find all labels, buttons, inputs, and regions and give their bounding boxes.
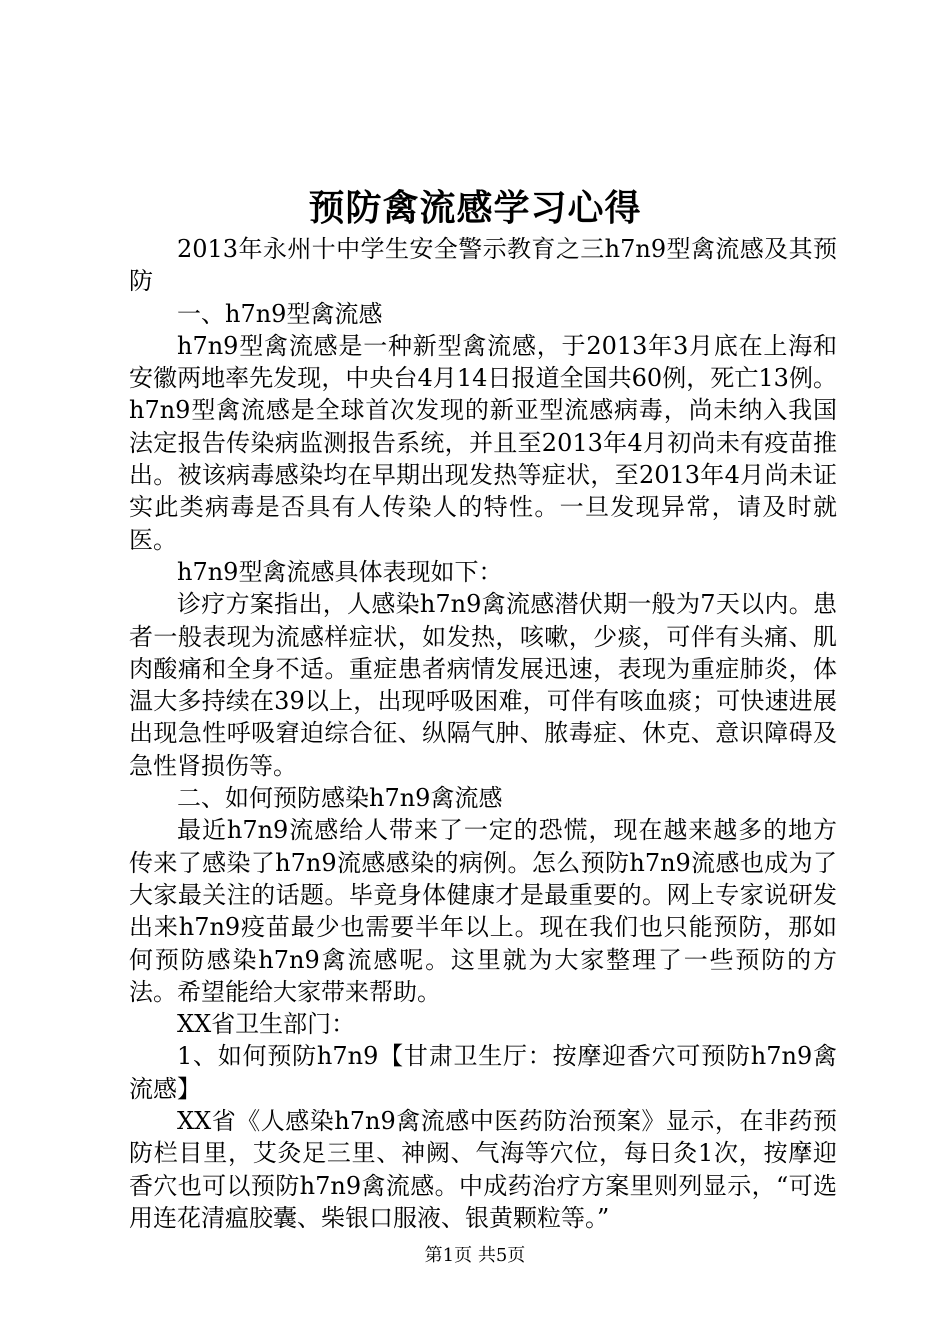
paragraph-tcm-plan: XX省《人感染h7n9禽流感中医药防治预案》显示，在非药预防栏目里，艾灸足三里、神阙、气海等穴位，每日灸1次，按摩迎香穴也可以预防h7n9禽流感。中成药治疗方案里则列显示，“可选用连花清瘟胶囊、柴银口服液、银黄颗粒等。” — [129, 1107, 837, 1232]
paragraph-prevention: 最近h7n9流感给人带来了一定的恐慌，现在越来越多的地方传来了感染了h7n9流感感染的病例。怎么预防h7n9流感也成为了大家最关注的话题。毕竟身体健康才是最重要的。网上专家说研发出来h7n9疫苗最少也需要半年以上。现在我们也只能预防，那如何预防感染h7n9禽流感呢。这里就为大家整理了一些预防的方法。希望能给大家带来帮助。 — [129, 816, 837, 1006]
paragraph-intro: 2013年永州十中学生安全警示教育之三h7n9型禽流感及其预防 — [129, 235, 837, 296]
paragraph-symptoms: 诊疗方案指出，人感染h7n9禽流感潜伏期一般为7天以内。患者一般表现为流感样症状，如发热，咳嗽，少痰，可伴有头痛、肌肉酸痛和全身不适。重症患者病情发展迅速，表现为重症肺炎，体温大多持续在39以上，出现呼吸困难，可伴有咳血痰；可快速进展出现急性呼吸窘迫综合征、纵隔气肿、脓毒症、休克、意识障碍及急性肾损伤等。 — [129, 590, 837, 780]
page-title: 预防禽流感学习心得 — [308, 187, 642, 229]
paragraph-health-dept: XX省卫生部门： — [177, 1010, 356, 1039]
section-heading-1: 一、h7n9型禽流感 — [177, 299, 383, 328]
paragraph-symptoms-heading: h7n9型禽流感具体表现如下： — [177, 557, 503, 586]
section-heading-2: 二、如何预防感染h7n9禽流感 — [177, 784, 503, 813]
page-footer: 第1页 共5页 — [424, 1245, 526, 1266]
document-body — [129, 233, 837, 1234]
paragraph-overview: h7n9型禽流感是一种新型禽流感，于2013年3月底在上海和安徽两地率先发现，中央台4月14日报道全国共60例，死亡13例。h7n9型禽流感是全球首次发现的新亚型流感病毒，尚未纳入我国法定报告传染病监测报告系统，并且至2013年4月初尚未有疫苗推出。被该病毒感染均在早期出现发热等症状，至2013年4月尚未证实此类病毒是否具有人传染人的特性。一旦发现异常，请及时就医。 — [129, 331, 837, 554]
paragraph-method-1: 1、如何预防h7n9【甘肃卫生厅：按摩迎香穴可预防h7n9禽流感】 — [129, 1042, 837, 1103]
